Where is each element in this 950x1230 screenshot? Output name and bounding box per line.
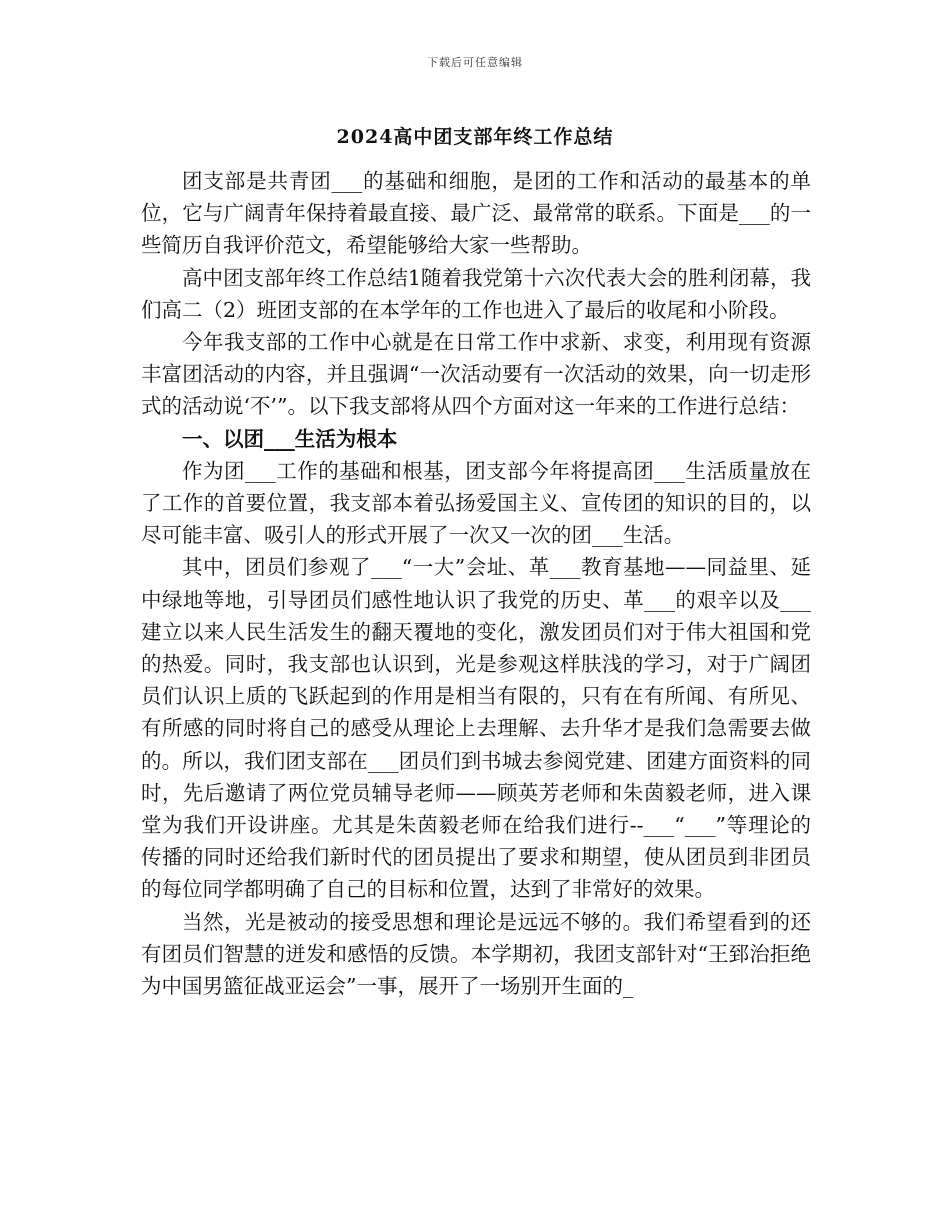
document-title: 2024高中团支部年终工作总结 [336, 126, 614, 148]
document-body [141, 165, 811, 1002]
paragraph-section-1-c: 当然，光是被动的接受思想和理论是远远不够的。我们希望看到的还有团员们智慧的迸发和感悟的反馈。本学期初，我团支部针对“王郅治拒绝为中国男篮征战亚运会”一事，展开了一场别开生面的_ [141, 909, 811, 999]
paragraph-section-1-a: 作为团___工作的基础和根基，团支部今年将提高团___生活质量放在了工作的首要位置，我支部本着弘扬爱国主义、宣传团的知识的目的，以尽可能丰富、吸引人的形式开展了一次又一次的团___生活。 [141, 458, 811, 548]
paragraph-summary-1: 高中团支部年终工作总结1随着我党第十六次代表大会的胜利闭幕，我们高二（2）班团支部的在本学年的工作也进入了最后的收尾和小阶段。 [141, 265, 811, 322]
paragraph-work-focus: 今年我支部的工作中心就是在日常工作中求新、求变，利用现有资源丰富团活动的内容，并且强调“一次活动要有一次活动的效果，向一切走形式的活动说‘不’”。以下我支部将从四个方面对这一年来的工作进行总结： [141, 330, 811, 419]
paragraph-intro: 团支部是共青团___的基础和细胞，是团的工作和活动的最基本的单位，它与广阔青年保持着最直接、最广泛、最常常的联系。下面是___的一些简历自我评价范文，希望能够给大家一些帮助。 [141, 169, 811, 258]
section-heading-1: 一、以团___生活为根本 [182, 426, 398, 451]
page-header-note: 下载后可任意编辑 [427, 56, 523, 69]
paragraph-section-1-b: 其中，团员们参观了___“一大”会址、革___教育基地——同益里、延中绿地等地，引导团员们感性地认识了我党的历史、革___的艰辛以及___建立以来人民生活发生的翻天覆地的变化，激发团员们对于伟大祖国和党的热爱。同时，我支部也认识到，光是参观这样肤浅的学习，对于广阔团员们认识上质的飞跃起到的作用是相当有限的，只有在有所闻、有所见、有所感的同时将自己的感受从理论上去理解、去升华才是我们急需要去做的。所以，我们团支部在___团员们到书城去参阅党建、团建方面资料的同时，先后邀请了两位党员辅导老师——顾英芳老师和朱茵毅老师，进入课堂为我们开设讲座。尤其是朱茵毅老师在给我们进行--___“___”等理论的传播的同时还给我们新时代的团员提出了要求和期望，使从团员到非团员的每位同学都明确了自己的目标和位置，达到了非常好的效果。 [141, 555, 811, 902]
